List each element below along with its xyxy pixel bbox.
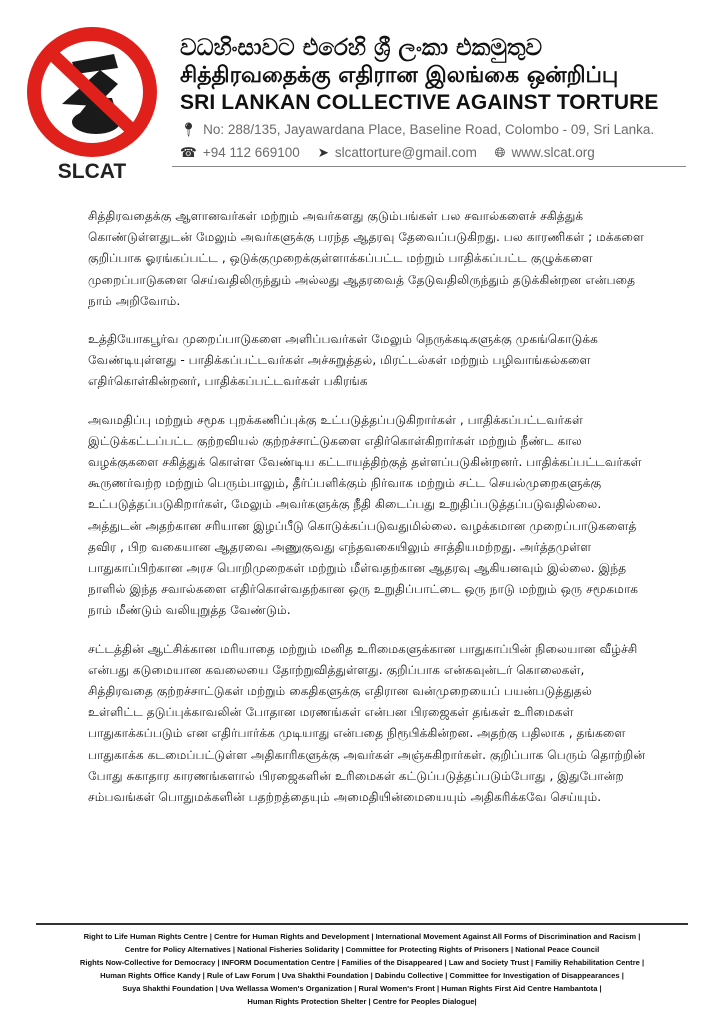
- member-organizations-footer: [24, 930, 700, 1008]
- footer-line: Centre for Policy Alternatives | National Fisheries Solidarity | Committee for Protecting Rights of Prisoners | National Peace Council: [124, 945, 600, 954]
- location-pin-icon: 📍︎: [180, 122, 198, 137]
- paragraph-4: சட்டத்தின் ஆட்சிக்கான மரியாதை மற்றும் மனித உரிமைகளுக்கான பாதுகாப்பின் நிலையான வீழ்ச்சி என்பது கடுமையான கவலையை தோற்றுவித்துள்ளது. குறிப்பாக என்கவுன்டர் கொலைகள், சித்திரவதை குற்றச்சாட்டுகள் மற்றும் கைதிகளுக்கு எதிரான வன்முறையைப் பயன்படுத்துதல் உள்ளிட்ட தடுப்புக்காவலின் போதான மரணங்கள் என்பன பிரஜைகள் தங்கள் உரிமைகள் பாதுகாக்கப்படும் என எதிர்பார்க்க முடியாது என்பதை நிரூபிக்கின்றன. அதற்கு பதிலாக , தங்களை பாதுகாக்க கடமைப்பட்டுள்ள அதிகாரிகளுக்கு அவர்கள் அஞ்சுகிறார்கள். குறிப்பாக பெரும் தொற்றின் போது சுகாதார காரணங்களால் பிரஜைகளின் உரிமைகள் கட்டுப்படுத்தப்படும்போது , இதுபோன்ற சம்பவங்கள் பொதுமக்களின் பதற்றத்தையும் அமைதியின்மையையும் அதிகரிக்கவே செய்யும்.: [88, 641, 646, 805]
- website-text: www.slcat.org: [511, 145, 595, 160]
- send-icon: ➤: [317, 145, 329, 160]
- footer-divider: [36, 923, 688, 925]
- header-divider: [172, 166, 686, 167]
- footer-line: Human Rights Protection Shelter | Centre for Peoples Dialogue|: [247, 997, 477, 1006]
- address-line: [180, 122, 654, 138]
- org-names: [180, 34, 659, 116]
- footer-line: Right to Life Human Rights Centre | Centre for Human Rights and Development | International Movement Against All Forms of Discrimination and Racism |: [83, 932, 641, 941]
- footer-line: Human Rights Office Kandy | Rule of Law Forum | Uva Shakthi Foundation | Dabindu Collective | Committee for Investigation of Disappearances |: [100, 971, 624, 980]
- document-body: [88, 206, 648, 825]
- paragraph-2: உத்தியோகபூர்வ முறைப்பாடுகளை அளிப்பவர்கள் மேலும் நெருக்கடிகளுக்கு முகங்கொடுக்க வேண்டியுள்ளது - பாதிக்கப்பட்டவர்கள் அச்சுறுத்தல், மிரட்டல்கள் மற்றும் பழிவாங்கல்களை எதிர்கொள்கின்றனர், பாதிக்கப்பட்டவர்கள் பகிரங்க: [88, 332, 598, 389]
- footer-line: Suya Shakthi Foundation | Uva Wellassa Women's Organization | Rural Women's Front | Human Rights First Aid Centre Hambantota |: [122, 984, 602, 993]
- paragraph-3: அவமதிப்பு மற்றும் சமூக புறக்கணிப்புக்கு உட்படுத்தப்படுகிறார்கள் , பாதிக்கப்பட்டவர்கள் இட்டுக்கட்டப்பட்ட குற்றவியல் குற்றச்சாட்டுகளை எதிர்கொள்கிறார்கள் மற்றும் நீண்ட கால வழக்குகளை சகித்துக் கொள்ள வேண்டிய கட்டாயத்திற்குத் தள்ளப்படுகின்றனர். பாதிக்கப்பட்டவர்கள் கூருணர்வற்ற மற்றும் பெரும்பாலும், தீர்ப்பளிக்கும் நிர்வாக மற்றும் சட்ட செயல்முறைகளுக்கு உட்படுத்தப்படுகிறார்கள், மேலும் அவர்களுக்கு நீதி கிடைப்பது உறுதிப்படுத்தப்படுவதில்லை. அத்துடன் அதற்கான சரியான இழப்பீடு கொடுக்கப்படுவதுமில்லை. வழக்கமான முறைப்பாடுகளைத் தவிர , பிற வகையான ஆதரவை அணுகுவது எந்தவகையிலும் சாத்தியமற்றது. அர்த்தமுள்ள பாதுகாப்பிற்கான அரச பொறிமுறைகள் மற்றும் மீள்வதற்கான ஆதரவு ஆகியனவும் இல்லை. இந்த நாளில் இந்த சவால்களை எதிர்கொள்வதற்கான ஒரு உறுதிப்பாட்டை ஒரு நாடு மற்றும் ஒரு சமூகமாக நாம் மீண்டும் வலியுறுத்த வேண்டும்.: [88, 412, 642, 618]
- org-name-english: SRI LANKAN COLLECTIVE AGAINST TORTURE: [180, 91, 659, 114]
- phone-icon: ☎: [180, 145, 197, 160]
- contact-line: [180, 145, 595, 161]
- org-name-sinhala: වධහිංසාවට එරෙහි ශ්‍රී ලංකා එකමුතුව: [180, 35, 543, 61]
- footer-line: Rights Now-Collective for Democracy | INFORM Documentation Centre | Families of the Disappeared | Law and Society Trust | Familiy Rehabilitation Centre |: [79, 958, 645, 967]
- email-text: slcattorture@gmail.com: [334, 145, 477, 160]
- globe-icon: 🌐︎: [494, 145, 506, 160]
- paragraph-1: சித்திரவதைக்கு ஆளானவர்கள் மற்றும் அவர்களது குடும்பங்கள் பல சவால்களைச் சகித்துக் கொண்டுள்ளதுடன் மேலும் அவர்களுக்கு பரந்த ஆதரவு தேவைப்படுகிறது. பல காரணிகள் ; மக்களை குறிப்பாக ஓரங்கப்பட்ட , ஒடுக்குமுறைக்குள்ளாக்கப்பட்ட மற்றும் பாதிக்கப்பட்ட குழுக்களை முறைப்பாடுகளை செய்வதிலிருந்தும் அல்லது ஆதரவைத் தேடுவதிலிருந்தும் தடுக்கின்றன என்பதை நாம் அறிவோம்.: [88, 209, 645, 308]
- phone-text: +94 112 669100: [202, 145, 300, 160]
- org-name-tamil: சித்திரவதைக்கு எதிரான இலங்கை ஒன்றிப்பு: [180, 63, 619, 88]
- no-torture-icon: [26, 26, 158, 158]
- address-text: No: 288/135, Jayawardana Place, Baseline Road, Colombo - 09, Sri Lanka.: [203, 122, 655, 137]
- logo-text: SLCAT: [57, 160, 127, 183]
- slcat-logo: [26, 26, 158, 183]
